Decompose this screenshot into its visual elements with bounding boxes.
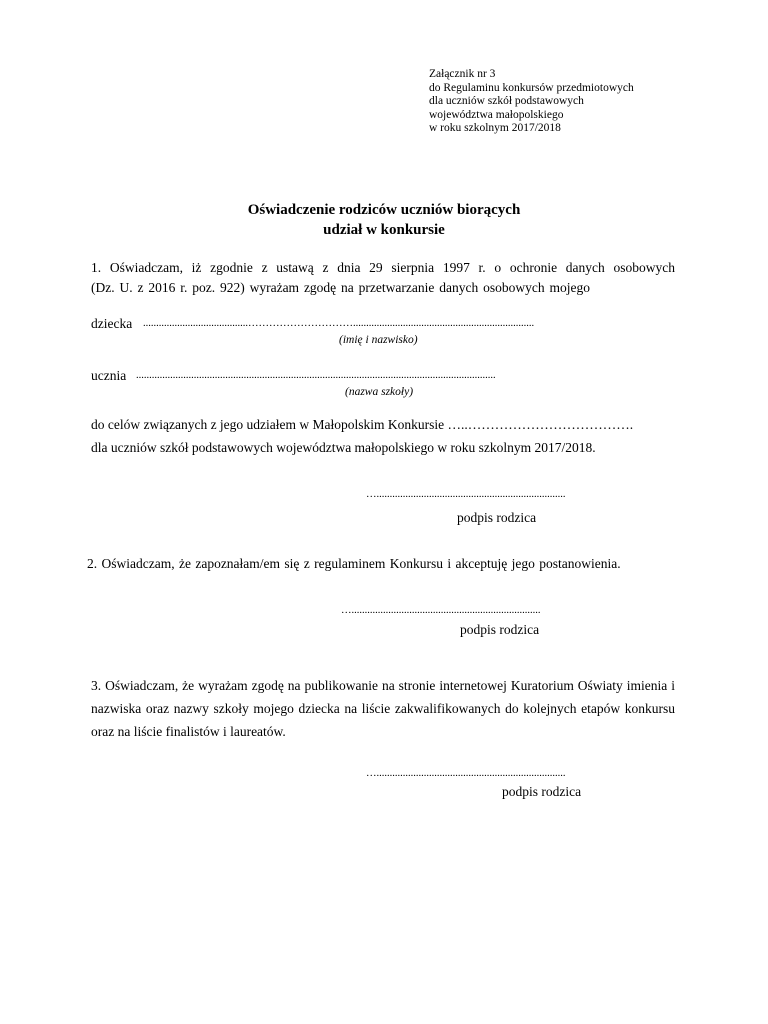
signature-field-2[interactable]: …........................................................................ <box>341 605 541 616</box>
signature-label-2: podpis rodzica <box>460 622 540 637</box>
section1-line1: 1. Oświadczam, iż zgodnie z ustawą z dnia 29 sierpnia 1997 r. o ochronie danych osobowych <box>91 260 675 275</box>
purpose-line2: dla uczniów szkół podstawowych województwa małopolskiego w roku szkolnym 2017/2018. <box>91 440 596 455</box>
document-title <box>0 200 768 240</box>
section1-line2: (Dz. U. z 2016 r. poz. 922) wyrażam zgodę na przetwarzanie danych osobowych mojego <box>91 280 590 295</box>
attachment-header <box>429 68 634 136</box>
header-line: dla uczniów szkół podstawowych <box>429 95 584 107</box>
header-line: Załącznik nr 3 <box>429 68 496 80</box>
header-line: do Regulaminu konkursów przedmiotowych <box>429 81 634 94</box>
title-line-2: udział w konkursie <box>323 222 445 238</box>
signature-field-3[interactable]: …........................................................................ <box>366 768 566 779</box>
header-line: województwa małopolskiego <box>429 108 564 121</box>
header-line: w roku szkolnym 2017/2018 <box>429 122 561 134</box>
signature-field-1[interactable]: …........................................................................ <box>366 489 566 500</box>
signature-label-1: podpis rodzica <box>457 510 537 525</box>
child-name-label: dziecka <box>91 316 133 331</box>
school-label: ucznia <box>91 368 127 383</box>
section3-text: 3. Oświadczam, że wyrażam zgodę na publikowanie na stronie internetowej Kuratorium Oświaty imienia i nazwiska oraz nazwy szkoły mojego dziecka na liście zakwalifikowanych do kolejnych etapów konkursu oraz na liście finalistów i laureatów. <box>91 678 675 739</box>
section2-text: 2. Oświadczam, że zapoznałam/em się z regulaminem Konkursu i akceptuję jego postanowienia. <box>87 556 621 571</box>
child-name-field[interactable]: ........................................…………………………..................................................................... <box>143 318 535 329</box>
signature-label-3: podpis rodzica <box>502 784 582 799</box>
purpose-line1: do celów związanych z jego udziałem w Małopolskim Konkursie …..………………………………. <box>91 417 634 432</box>
child-name-caption: (imię i nazwisko) <box>339 334 418 346</box>
school-name-field[interactable]: ......................................................................................................................................... <box>136 370 496 381</box>
title-line-1: Oświadczenie rodziców uczniów biorących <box>247 202 521 218</box>
school-name-caption: (nazwa szkoły) <box>345 386 414 398</box>
